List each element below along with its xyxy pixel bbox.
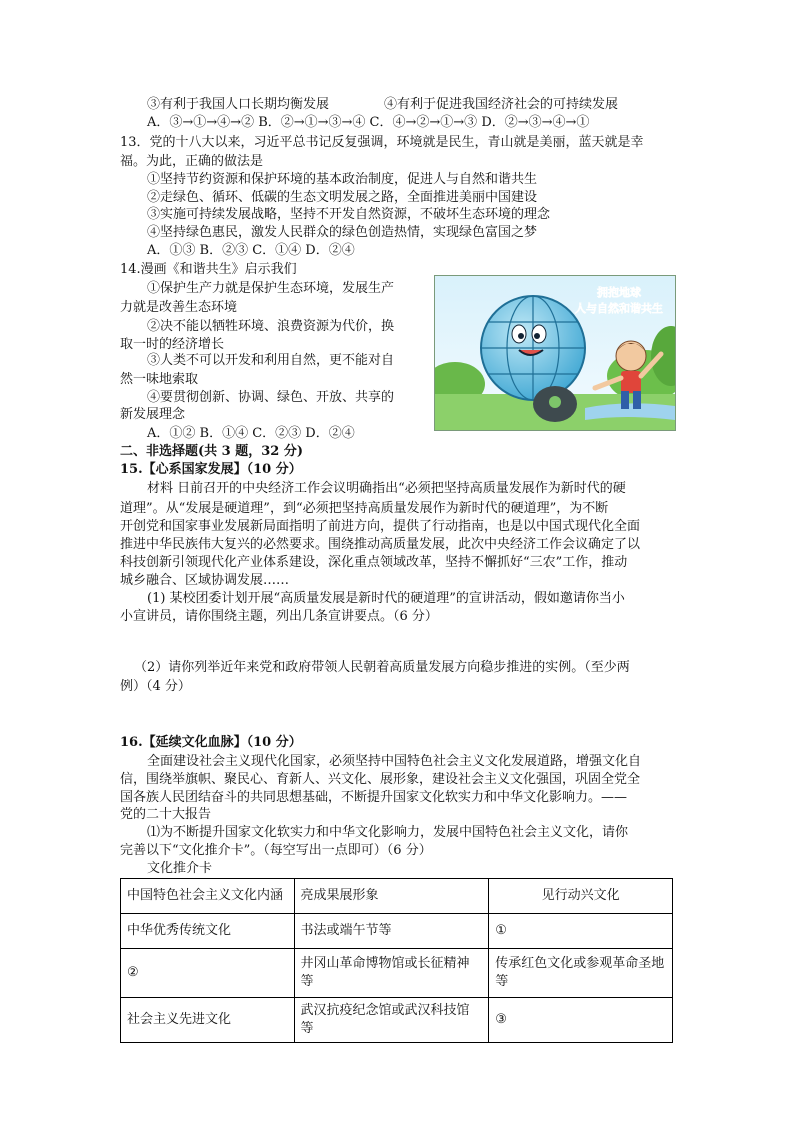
q15-sub-2-line-2: 例）（4 分） (120, 679, 191, 694)
q13-stem-line-1: 13．党的十八大以来，习近平总书记反复强调，环境就是民生，青山就是美丽，蓝天就是幸 (120, 135, 644, 150)
q16-sub-1-line-1: ⑴为不断提升国家文化软实力和中华文化影响力，发展中国特色社会主义文化，请你 (147, 825, 629, 840)
q13-stem-line-2: 福。为此，正确的做法是 (120, 154, 264, 169)
table-row (121, 949, 673, 998)
table-cell: ① (489, 914, 673, 949)
q16-material-line-1: 全面建设社会主义现代化国家，必须坚持中国特色社会主义文化发展道路，增强文化自 (147, 754, 642, 769)
q14-option-3b: 然一味地索取 (120, 372, 199, 387)
q12-choices: A．③→①→④→② B．②→①→③→④ C．④→②→①→③ D．②→③→④→① (147, 115, 590, 130)
q13-option-4: ④坚持绿色惠民，激发人民群众的绿色创造热情，实现绿色富国之梦 (147, 225, 538, 240)
q14-option-4a: ④要贯彻创新、协调、绿色、开放、共享的 (147, 390, 395, 405)
q14-option-2a: ②决不能以牺牲环境、浪费资源为代价，换 (147, 319, 395, 334)
harmony-cartoon (434, 275, 676, 431)
table-cell: 中华优秀传统文化 (121, 914, 295, 949)
q15-sub-2-line-1: （2）请你列举近年来党和政府带领人民朝着高质量发展方向稳步推进的实例。（至少两 (134, 660, 630, 675)
q16-material-line-3: 国各族人民团结奋斗的共同思想基础，不断提升国家文化软实力和中华文化影响力。—— (120, 790, 628, 805)
q15-material-line-4: 推进中华民族伟大复兴的必然要求。围绕推动高质量发展，此次中央经济工作会议确定了以 (120, 537, 641, 552)
q15-material-line-2: 道理”。从“发展是硬道理”，到“必须把坚持高质量发展作为新时代的硬道理”，为不断 (120, 501, 609, 516)
table-row (121, 998, 673, 1043)
table-row (121, 914, 673, 949)
q14-stem: 14.漫画《和谐共生》启示我们 (120, 262, 297, 277)
table-cell: 传承红色文化或参观革命圣地等 (489, 949, 673, 998)
q13-option-1: ①坚持节约资源和保护环境的基本政治制度，促进人与自然和谐共生 (147, 172, 538, 187)
table-cell: ③ (489, 998, 673, 1043)
cartoon-caption-line-1: 拥抱地球 (597, 286, 641, 299)
culture-card-title: 文化推介卡 (147, 861, 213, 876)
table-cell: 社会主义先进文化 (121, 998, 295, 1043)
culture-card-table (120, 878, 673, 1043)
q14-option-3a: ③人类不可以开发和利用自然，更不能对自 (147, 353, 395, 368)
q14-option-1b: 力就是改善生态环境 (120, 300, 238, 315)
table-header-cell: 中国特色社会主义文化内涵 (121, 879, 295, 914)
table-cell: 书法或端午节等 (294, 914, 489, 949)
table-header-row (121, 879, 673, 914)
q15-material-line-1: 材料 日前召开的中央经济工作会议明确指出“必须把坚持高质量发展作为新时代的硬 (147, 481, 626, 496)
q13-choices: A．①③ B．②③ C．①④ D．②④ (147, 243, 355, 258)
q16-material-line-4: 党的二十大报告 (120, 807, 212, 822)
table-header-cell: 见行动兴文化 (489, 879, 673, 914)
q16-title: 16.【延续文化血脉】（10 分） (120, 735, 302, 750)
q16-material-line-2: 信，围绕举旗帜、聚民心、育新人、兴文化、展形象，建设社会主义文化强国，巩固全党全 (120, 772, 641, 787)
q15-sub-1-line-1: (1) 某校团委计划开展“高质量发展是新时代的硬道理”的宣讲活动，假如邀请你当小 (147, 591, 625, 606)
q16-sub-1-line-2: 完善以下“文化推介卡”。（每空写出一点即可）（6 分） (120, 843, 432, 858)
q12-option-4: ④有利于促进我国经济社会的可持续发展 (384, 97, 619, 112)
table-cell: 武汉抗疫纪念馆或武汉科技馆等 (294, 998, 489, 1043)
q15-material-line-5: 科技创新引领现代化产业体系建设，深化重点领域改革，坚持不懈抓好“三农”工作，推动 (120, 555, 628, 570)
q14-option-4b: 新发展理念 (120, 407, 186, 422)
q12-option-3: ③有利于我国人口长期均衡发展 (147, 97, 330, 112)
q14-choices: A．①② B．①④ C．②③ D．②④ (147, 426, 355, 441)
q14-option-2b: 取一时的经济增长 (120, 337, 225, 352)
cartoon-caption-line-2: 人与自然和谐共生 (575, 302, 663, 315)
q13-option-3: ③实施可持续发展战略，坚持不开发自然资源，不破坏生态环境的理念 (147, 207, 551, 222)
q13-option-2: ②走绿色、循环、低碳的生态文明发展之路，全面推进美丽中国建设 (147, 190, 538, 205)
q15-material-line-6: 城乡融合、区域协调发展…… (120, 573, 290, 588)
table-cell: ② (121, 949, 295, 998)
q15-material-line-3: 开创党和国家事业发展新局面指明了前进方向，提供了行动指南，也是以中国式现代化全面 (120, 519, 641, 534)
table-header-cell: 亮成果展形象 (294, 879, 489, 914)
q15-title: 15.【心系国家发展】（10 分） (120, 462, 302, 477)
table-cell: 井冈山革命博物馆或长征精神等 (294, 949, 489, 998)
q14-option-1a: ①保护生产力就是保护生态环境，发展生产 (147, 281, 395, 296)
section-2-title: 二、非选择题(共 3 题，32 分) (120, 444, 304, 459)
q15-sub-1-line-2: 小宣讲员，请你围绕主题，列出几条宣讲要点。（6 分） (120, 609, 438, 624)
